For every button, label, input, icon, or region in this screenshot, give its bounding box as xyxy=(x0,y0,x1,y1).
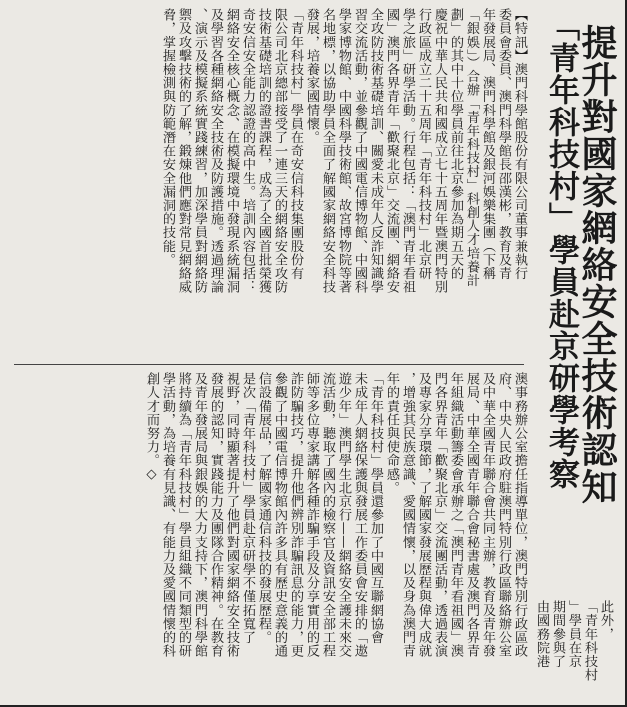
text-column-line: 流活動，聽取了國內的檢察官及資訊安全部工程 xyxy=(320,372,335,658)
text-column-line: 及學習各種網絡安全技術及防護措施。透過理論 xyxy=(208,8,223,294)
text-column-line: 澳事務辦公室擔任指導單位，澳門特別行政區政 xyxy=(512,372,527,658)
text-column-line: 網絡安全核心概念、在模擬環境中發現系統漏洞 xyxy=(224,8,239,294)
article-body-right-snippet xyxy=(533,600,613,698)
column-divider xyxy=(14,364,524,365)
text-column-line: 展局、中華全國青年聯合會秘書處及澳門各界青 xyxy=(464,372,479,658)
text-column-line: 、演示及模擬系統實踐練習，加深學員對網絡防 xyxy=(192,8,207,294)
text-column-line: 學家博物館、中國科學技術館、故宮博物院等著 xyxy=(336,8,351,294)
text-column-line: 「青年科技村」學員還參加了中國互聯網協會 xyxy=(368,372,383,644)
text-column-line: 年發展局、澳門科學館及銀河娛樂集團（下稱 xyxy=(480,8,495,280)
text-column-line: 學之旅」研學活動。行程包括：「澳門青年看祖 xyxy=(400,8,415,294)
text-column-line: 詐防騙技巧，提升他們辨別詐騙訊息的能力，更 xyxy=(288,372,303,658)
text-column-line: 全攻防技術基礎培訓、關愛未成年人反詐知識學 xyxy=(368,8,383,294)
text-column-line: 遊少年」澳門學生北京行——網絡安全護未來交 xyxy=(336,372,351,658)
headline-line-2: 提升對國家網絡安全技術認知 xyxy=(576,24,617,505)
text-column-line: 「青年科技村 xyxy=(582,600,597,682)
text-column-line: 限公司北京總部接受了一連三天的網絡安全攻防 xyxy=(272,8,287,294)
text-column-line: 年組織活動籌委會承辦之「澳門青年看祖國」澳 xyxy=(448,372,463,658)
article-body-lower xyxy=(143,372,527,672)
text-column-line: 及專家分享環節，了解國家發展歷程與偉大成就 xyxy=(416,372,431,658)
text-column-line: 視野，同時顯著提升了他們對國家網絡安全技術 xyxy=(224,372,239,658)
text-column-line: 技術基礎培訓的證書課程，成為了全國首批榮獲 xyxy=(256,8,271,294)
text-column-line: 劃」的其中十位學員前往北京參加為期五天的 xyxy=(448,8,463,280)
text-column-line: 」學員在京 xyxy=(566,600,581,668)
text-column-line: 此外， xyxy=(598,600,613,641)
text-column-line: 發展的認知，實踐能力及團隊合作精神。在教育 xyxy=(208,372,223,658)
text-column-line: 期間參與了 xyxy=(550,600,565,668)
text-column-line: 習交流活動，並參觀了中國電信博物館、中國科 xyxy=(352,8,367,294)
headline-line-1: 「青年科技村」學員赴京研學考察 xyxy=(543,10,579,490)
text-column-line: 未成年人網絡保護與發展工作委員會安排的「遨 xyxy=(352,372,367,658)
text-column-line: 將持續為「青年科技村」學員組織不同類型的研 xyxy=(176,372,191,658)
text-column-line: ，增強其民族意識、愛國情懷，以及身為澳門青 xyxy=(400,372,415,658)
text-column-line: 禦及攻擊技術的了解，鍛煉他們應對常見網絡威 xyxy=(176,8,191,294)
text-column-line: 奇安信安全能力認證的高中生。培訓內容包括： xyxy=(240,8,255,294)
text-column-line: 脅，掌握檢測與防範潛在安全漏洞的技能。 xyxy=(160,8,175,267)
article-body-upper xyxy=(159,8,527,363)
text-column-line: 及中華全國青年聯合會共同主辦，教育及青年發 xyxy=(480,372,495,658)
text-column-line: 發展，培養家國情懷。 xyxy=(304,8,319,144)
text-column-line: 信設備展品，了解國家通信科技的發展歷程。 xyxy=(256,372,271,644)
text-column-line: 年的責任與使命感。 xyxy=(384,372,399,495)
text-column-line: 慶祝中華人民共和國成立七十五周年暨澳門特別 xyxy=(432,8,447,294)
text-column-line: 由國務院港 xyxy=(534,600,549,668)
text-column-line: 師等多位專家講解各種詐騙手段及分享實用的反 xyxy=(304,372,319,658)
text-column-line: 國」澳門各界青年「歡聚北京」交流團、網絡安 xyxy=(384,8,399,294)
text-column-line: 【特訊】澳門科學館股份有限公司董事兼執行 xyxy=(512,8,527,280)
text-column-line: 「青年科技村」學員在奇安信科技集團股份有 xyxy=(288,8,303,280)
text-column-line: 是次「青年科技村」學員赴京研學不僅拓寬了 xyxy=(240,372,255,644)
text-column-line: 「銀娛」）合辦「青年科技村」科創人才培養計 xyxy=(464,8,479,287)
text-column-line: 行政區成立二十五周年「青年科技村」北京研 xyxy=(416,8,431,280)
text-column-line: 創人才而努力。◇ xyxy=(144,372,159,483)
text-column-line: 委員會委員、澳門科學館長邵漢彬，教育及青 xyxy=(496,8,511,280)
text-column-line: 門各界青年「歡聚北京」交流團活動，透過表演 xyxy=(432,372,447,658)
text-column-line: 府、中央人民政府駐澳門特別行政區聯絡辦公室 xyxy=(496,372,511,658)
text-column-line: 學活動，為培養有見識、有能力及愛國情懷的科 xyxy=(160,372,175,658)
text-column-line: 及青年發展局與銀娛的大力支持下，澳門科學館 xyxy=(192,372,207,658)
text-column-line: 名地標，以協助學員全面了解國家網絡安全科技 xyxy=(320,8,335,294)
text-column-line: 參觀了中國電信博物館內許多具有歷史意義的通 xyxy=(272,372,287,658)
